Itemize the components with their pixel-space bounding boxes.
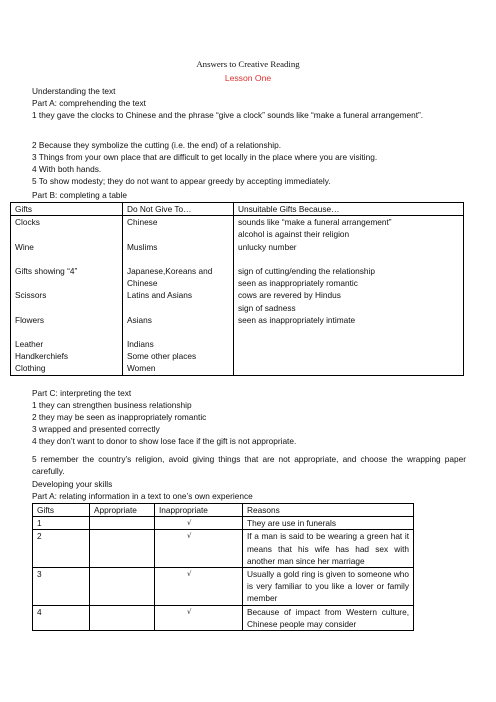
gift-cell xyxy=(15,253,118,265)
gift-cell xyxy=(15,326,118,338)
part-c-item-2: 2 they may be seen as inappropriately romantic xyxy=(32,412,207,422)
part-c-item-1: 1 they can strengthen business relationship xyxy=(32,400,192,410)
inappropriate-check: √ xyxy=(155,568,243,606)
appropriate-mark xyxy=(90,568,155,606)
reason-text: They are use in funerals xyxy=(243,517,414,530)
reason-cell xyxy=(238,362,459,374)
part-b-heading: Part B: completing a table xyxy=(32,190,128,200)
recipient-cell: Chinese xyxy=(127,278,158,289)
gift-cell: Scissors xyxy=(15,290,47,301)
gift-cell: Leather xyxy=(15,339,44,350)
gift-cell: Clothing xyxy=(15,363,46,374)
recipient-cell xyxy=(127,326,229,338)
document-title: Answers to Creative Reading xyxy=(196,59,300,69)
gifts-table-header xyxy=(11,203,464,216)
header-gifts: Gifts xyxy=(11,203,123,216)
gift-cell xyxy=(15,277,118,289)
recipient-cell: Chinese xyxy=(127,217,158,228)
recipient-cell: Japanese,Koreans and xyxy=(127,265,213,276)
part-c-heading: Part C: interpreting the text xyxy=(32,388,132,398)
do-not-give-column xyxy=(123,216,234,375)
table-row xyxy=(33,517,414,530)
part-a-item-3: 3 Things from your own place that are difficult to get locally in the place where you are visiting. xyxy=(32,152,378,162)
gift-appropriateness-table xyxy=(32,503,414,631)
recipient-cell: Indians xyxy=(127,339,154,350)
part-a-heading: Part A: comprehending the text xyxy=(32,98,146,108)
recipient-cell: Latins and Asians xyxy=(127,290,193,301)
reason-cell xyxy=(238,326,459,338)
reason-cell: sign of sadness xyxy=(238,302,296,313)
reason-cell: sounds like “make a funeral arrangement” xyxy=(238,217,392,228)
gift-cell: Flowers xyxy=(15,314,45,325)
table-row xyxy=(33,530,414,568)
gift-cell: Handkerchiefs xyxy=(15,351,69,362)
reason-text: Usually a gold ring is given to someone who is very familiar to you like a lover or family member xyxy=(243,568,414,606)
gifts-table-body xyxy=(11,216,464,375)
inappropriate-check: √ xyxy=(155,517,243,530)
appropriate-mark xyxy=(90,530,155,568)
gift-cell: Wine xyxy=(15,241,34,252)
reason-cell xyxy=(238,253,459,265)
gift-cell xyxy=(15,302,118,314)
header-appropriate: Appropriate xyxy=(90,504,155,517)
reason-cell: seen as inappropriately intimate xyxy=(238,314,356,325)
header-unsuitable-because: Unsuitable Gifts Because… xyxy=(234,203,464,216)
header-do-not-give-to: Do Not Give To… xyxy=(123,203,234,216)
reason-cell xyxy=(238,350,459,362)
inappropriate-check: √ xyxy=(155,530,243,568)
section-heading-developing: Developing your skills xyxy=(32,479,113,489)
inappropriate-check: √ xyxy=(155,605,243,630)
reason-cell: cows are revered by Hindus xyxy=(238,290,341,301)
part-c-item-5: 5 remember the country’s religion, avoid giving things that are not appropriate, and choose the wrapping paper carefully. xyxy=(32,454,466,477)
header-inappropriate: Inappropriate xyxy=(155,504,243,517)
part-c-item-4: 4 they don’t want to donor to show lose face if the gift is not appropriate. xyxy=(32,436,297,446)
gift-number: 1 xyxy=(33,517,90,530)
table-row xyxy=(33,568,414,606)
gifts-column xyxy=(11,216,123,375)
reason-cell: seen as inappropriately romantic xyxy=(238,278,358,289)
reason-cell: unlucky number xyxy=(238,241,297,252)
gift-number: 4 xyxy=(33,605,90,630)
recipient-cell: Women xyxy=(127,363,156,374)
part-a2-heading: Part A: relating information in a text to one’s own experience xyxy=(32,491,253,501)
header-reasons: Reasons xyxy=(243,504,414,517)
part-a-item-4: 4 With both hands. xyxy=(32,164,102,174)
recipient-cell xyxy=(127,302,229,314)
part-c-item-3: 3 wrapped and presented correctly xyxy=(32,424,160,434)
recipient-cell: Some other places xyxy=(127,351,197,362)
gift-number: 2 xyxy=(33,530,90,568)
gift-cell: Clocks xyxy=(15,217,40,228)
table-row xyxy=(33,605,414,630)
recipient-cell: Muslims xyxy=(127,241,158,252)
header-gifts: Gifts xyxy=(33,504,90,517)
recipient-cell: Asians xyxy=(127,314,152,325)
part-a-item-5: 5 To show modesty; they do not want to appear greedy by accepting immediately. xyxy=(32,176,331,186)
section-heading-understanding: Understanding the text xyxy=(32,86,116,96)
gift-number: 3 xyxy=(33,568,90,606)
lesson-heading: Lesson One xyxy=(224,73,272,83)
reason-column xyxy=(234,216,464,375)
gift-cell xyxy=(15,228,118,240)
recipient-cell xyxy=(127,253,229,265)
part-a-item-1: 1 they gave the clocks to Chinese and the phrase “give a clock” sounds like “make a funeral arrangement”. xyxy=(32,110,424,120)
reason-cell: alcohol is against their religion xyxy=(238,229,350,240)
appropriateness-header xyxy=(33,504,414,517)
part-a-item-2: 2 Because they symbolize the cutting (i.e. the end) of a relationship. xyxy=(32,140,282,150)
gift-cell: Gifts showing “4” xyxy=(15,265,78,276)
reason-text: Because of impact from Western culture, Chinese people may consider xyxy=(243,605,414,630)
recipient-cell xyxy=(127,228,229,240)
reason-cell: sign of cutting/ending the relationship xyxy=(238,265,375,276)
reason-cell xyxy=(238,338,459,350)
appropriate-mark xyxy=(90,517,155,530)
reason-text: If a man is said to be wearing a green hat it means that his wife has had sex with another man since her marriage xyxy=(243,530,414,568)
appropriate-mark xyxy=(90,605,155,630)
gifts-table xyxy=(10,202,464,376)
